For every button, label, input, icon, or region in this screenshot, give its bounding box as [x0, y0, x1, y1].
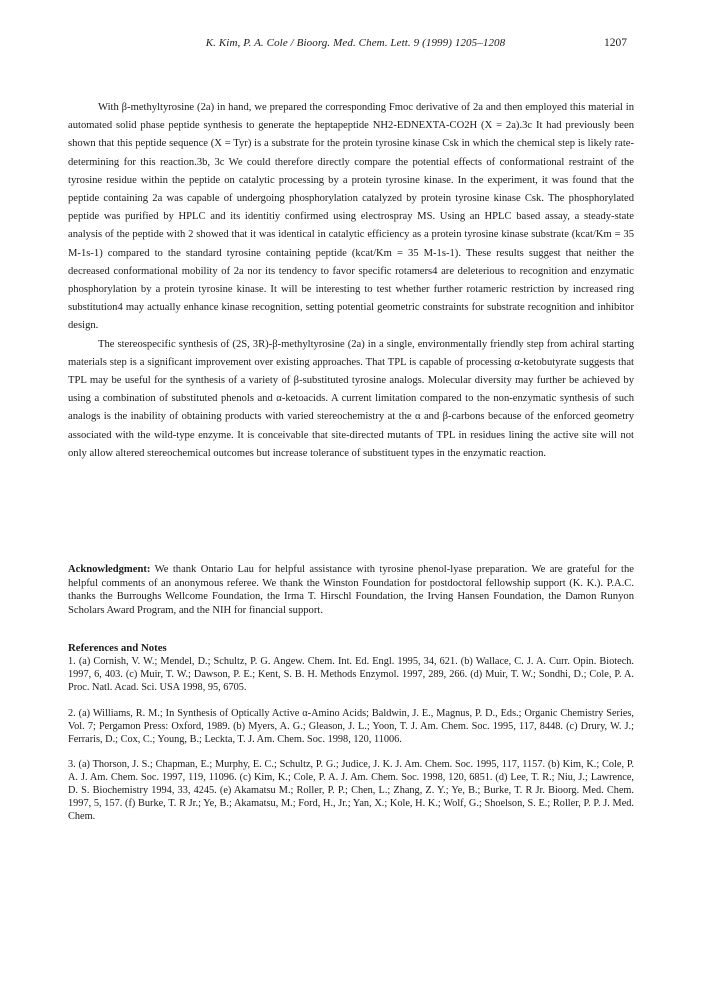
references-heading: References and Notes: [68, 642, 167, 654]
body-paragraph-1: With β-methyltyrosine (2a) in hand, we prepared the corresponding Fmoc derivative of 2a and then employed this material in automated solid phase peptide synthesis to generate the heptapeptide NH2-EDNEXTA-CO2H (X = 2a).3c It had previously been shown that this peptide sequence (X = Tyr) is a substrate for the protein tyrosine kinase Csk in which the chemical step is likely rate-determining for this reaction.3b, 3c We could therefore directly compare the potential effects of conformational restraint of the tyrosine residue within the peptide on catalytic processing by a protein tyrosine kinase. In the experiment, it was found that the peptide containing 2a was capable of undergoing phosphorylation catalyzed by protein tyrosine kinase Csk. The phosphorylated peptide was purified by HPLC and its identitiy confirmed using electrospray MS. Using an HPLC based assay, a steady-state analysis of the peptide with 2 showed that it was identical in catalytic efficiency as a protein tyrosine kinase substrate (kcat/Km = 35 M-1s-1) compared to the standard tyrosine containing peptide (kcat/Km = 35 M-1s-1). These results suggest that neither the decreased conformational mobility of 2a nor its tendency to favor specific rotamers4 are deleterious to recognition and enzymatic phosphorylation by a protein tyrosine kinase. It will be interesting to test whether further rotameric restriction by increased ring substitution4 may actually enhance kinase recognition, setting potential geometric constraints for substrate recognition and inhibitor design.: [68, 102, 634, 332]
running-head: K. Kim, P. A. Cole / Bioorg. Med. Chem. Lett. 9 (1999) 1205–1208: [205, 37, 506, 49]
acknowledgment-label: Acknowledgment:: [68, 564, 151, 575]
page-number: 1207: [604, 37, 627, 49]
body-paragraph-2: The stereospecific synthesis of (2S, 3R)-β-methyltyrosine (2a) in a single, environmentally friendly step from achiral starting materials step is a significant improvement over existing approaches. That TPL is capable of processing α-ketobutyrate suggests that TPL may be useful for the synthesis of a variety of β-substituted tyrosine analogs. Molecular diversity may further be achieved by using a combination of substituted phenols and α-ketoacids. A current limitation compared to the non-enzymatic synthesis of such analogs is the inability of obtaining products with varied stereochemistry at the α and β-carbons because of the enforced geometry associated with the wild-type enzyme. It is conceivable that site-directed mutants of TPL in residues lining the active site will not only allow altered stereochemical outcomes but increase tolerance of substituent types in the enzymatic reaction.: [68, 338, 634, 459]
acknowledgment: [68, 563, 634, 617]
page-header: [0, 37, 711, 53]
body-text: [68, 99, 634, 463]
reference-item-2: 2. (a) Williams, R. M.; In Synthesis of Optically Active α-Amino Acids; Baldwin, J. E., Magnus, P. D., Eds.; Organic Chemistry Series, Vol. 7; Pergamon Press: Oxford, 1989. (b) Myers, A. G.; Gleason, J. L.; Yoon, T. J. Am. Chem. Soc. 1995, 117, 8448. (c) Drury, W. J.; Ferraris, D.; Cox, C.; Young, B.; Leckta, T. J. Am. Chem. Soc. 1998, 120, 11006.: [68, 707, 634, 745]
references-list: [68, 656, 634, 824]
acknowledgment-text: We thank Ontario Lau for helpful assistance with tyrosine phenol-lyase preparation. We are grateful for the helpful comments of an anonymous referee. We thank the Winston Foundation for postdoctoral fellowship support (K. K.). P.A.C. thanks the Burroughs Wellcome Foundation, the Irma T. Hirschl Foundation, the Irving Hansen Foundation, the Damon Runyon Scholars Award Program, and the NIH for financial support.: [68, 564, 634, 616]
reference-item-1: 1. (a) Cornish, V. W.; Mendel, D.; Schultz, P. G. Angew. Chem. Int. Ed. Engl. 1995, 34, 621. (b) Wallace, C. J. A. Curr. Opin. Biotech. 1997, 6, 403. (c) Muir, T. W.; Dawson, P. E.; Kent, S. B. H. Methods Enzymol. 1997, 289, 266. (d) Muir, T. W.; Sondhi, D.; Cole, P. A. Proc. Natl. Acad. Sci. USA 1998, 95, 6705.: [68, 656, 634, 693]
reference-item-3: 3. (a) Thorson, J. S.; Chapman, E.; Murphy, E. C.; Schultz, P. G.; Judice, J. K. J. Am. Chem. Soc. 1995, 117, 1157. (b) Kim, K.; Cole, P. A. J. Am. Chem. Soc. 1997, 119, 11096. (c) Kim, K.; Cole, P. A. J. Am. Chem. Soc. 1998, 120, 6851. (d) Lee, T. R.; Niu, J.; Lawrence, D. S. Biochemistry 1994, 33, 4245. (e) Akamatsu M.; Roller, P. P.; Chen, L.; Zhang, Z. Y.; Ye, B.; Burke, T. R Jr. Bioorg. Med. Chem. 1997, 5, 157. (f) Burke, T. R Jr.; Ye, B.; Akamatsu, M.; Ford, H., Jr.; Yan, X.; Kole, H. K.; Wolf, G.; Shoelson, S. E.; Roller, P. P. J. Med. Chem.: [68, 759, 634, 823]
